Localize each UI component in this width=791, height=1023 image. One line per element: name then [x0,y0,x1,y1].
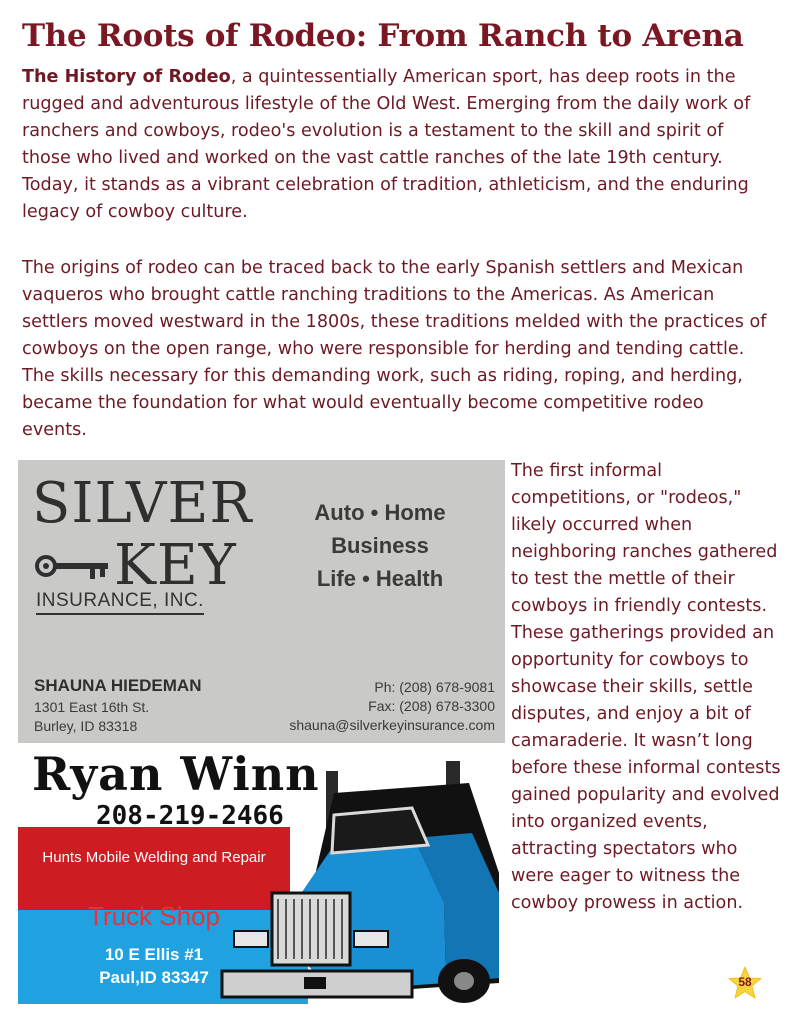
ad2-name: Ryan Winn [32,747,320,801]
key-icon [32,536,112,596]
ad1-brand-line2: KEY [114,533,237,598]
ad1-address-line2: Burley, ID 83318 [34,718,138,734]
ad1-brand-line1: SILVER [32,471,253,536]
ad1-services [280,496,480,595]
origins-paragraph: The origins of rodeo can be traced back to the early Spanish settlers and Mexican vaqueros who brought cattle ranching traditions to the Americas. As American settlers moved westward in the 1800s, these traditions melded with the practices of cowboys on the open range, who were responsible for herding and tending cattle. The skills necessary for this demanding work, such as riding, roping, and herding, became the foundation for what would eventually become competitive rodeo events. [22,258,767,440]
ad2-address-line1: 10 E Ellis #1 [104,945,204,964]
ad1-contact [289,678,495,735]
ad1-agent-name: SHAUNA HIEDEMAN [34,676,202,695]
ad2-business: Hunts Mobile Welding and Repair [42,849,266,866]
ad1-address [34,698,149,736]
page-title: The Roots of Rodeo: From Ranch to Arena [22,18,744,54]
silver-key-insurance-ad [18,460,505,743]
intro-paragraph [22,64,774,226]
ad1-phone: Ph: (208) 678-9081 [374,679,495,695]
ad2-phone: 208-219-2466 [96,801,284,831]
ryan-winn-truck-shop-ad [18,743,505,1004]
ad1-service-line: Auto • Home [314,500,446,525]
ad1-brand-sub: INSURANCE, INC. [36,590,204,615]
intro-lead: The History of Rodeo [22,67,231,87]
competitions-paragraph: The first informal competitions, or "rodeos," likely occurred when neighboring ranches gathered to test the mettle of their cowboys in friendly contests. These gatherings provided an opportunity for cowboys to showcase their skills, settle disputes, and enjoy a bit of camaraderie. It wasn’t long before these informal contests gained popularity and evolved into organized events, attracting spectators who were eager to witness the cowboy prowess in action. [511,461,781,913]
ad2-tagline: Truck Shop [88,901,220,931]
ad1-fax: Fax: (208) 678-3300 [368,698,495,714]
ad1-email: shauna@silverkeyinsurance.com [289,717,495,733]
ad2-address-line2: Paul,ID 83347 [99,968,209,987]
ad1-service-line: Life • Health [316,566,444,591]
intro-rest: , a quintessentially American sport, has deep roots in the rugged and adventurous lifestyle of the Old West. Emerging from the daily work of ranchers and cowboys, rodeo's evolution is a testament to the skill and spirit of those who lived and worked on the vast cattle ranches of the late 19th century. Today, it stands as a vibrant celebration of tradition, athleticism, and the enduring legacy of cowboy culture. [22,67,751,222]
ad2-address [18,943,290,989]
ad1-address-line1: 1301 East 16th St. [34,699,150,715]
page-number: 58 [738,975,752,989]
ad1-service-line: Business [331,533,429,558]
